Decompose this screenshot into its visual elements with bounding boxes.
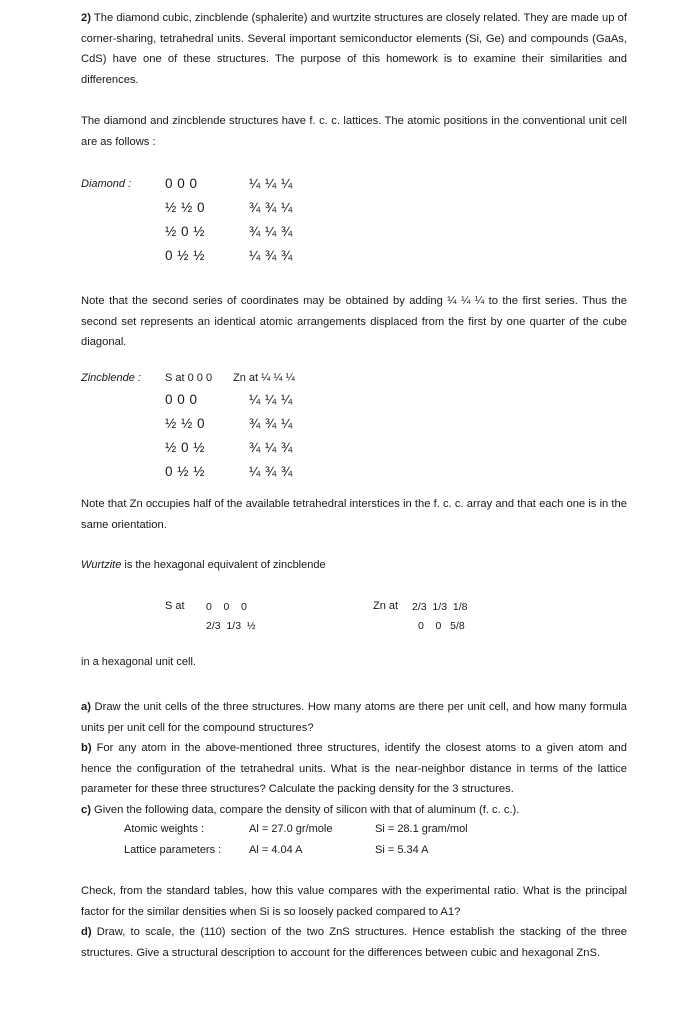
wurtzite-zn-label: Zn at [373, 600, 399, 612]
diamond-col1-row2: ½ ½ 0 [165, 200, 206, 215]
data-row-al: Al = 27.0 gr/mole [249, 823, 333, 835]
data-row-al: Al = 4.04 A [249, 844, 303, 856]
zincblende-note-paragraph: Note that Zn occupies half of the available tetrahedral interstices in the f. c. c. array and that each one is in the same orientation. [81, 498, 627, 531]
question-c-text: Given the following data, compare the density of silicon with that of aluminum (f. c. c.). [90, 803, 520, 816]
wurtzite-zn-row1: 2/3 1/3 1/8 [412, 601, 468, 613]
wurtzite-s-label: S at [165, 600, 185, 612]
wurtzite-intro-text: is the hexagonal equivalent of zincblende [121, 559, 326, 571]
zincblende-s-heading: S at 0 0 0 [165, 372, 213, 384]
zincblende-col2-row1: ¼ ¼ ¼ [249, 392, 293, 407]
question-a-text: Draw the unit cells of the three structures. How many atoms are there per unit cell, and how many formula units per unit cell for the compound structures? [81, 701, 627, 734]
diamond-col2-row4: ¼ ¾ ¾ [249, 248, 293, 263]
question-d-text: Draw, to scale, the (110) section of the two ZnS structures. Hence establish the stacking of the three structures. Give a structural description to account for the differences between cubic and hexagonal ZnS. [81, 926, 627, 959]
wurtzite-s-row1: 0 0 0 [206, 601, 247, 613]
zincblende-col1-row1: 0 0 0 [165, 392, 198, 407]
wurtzite-zn-row2: 0 0 5/8 [418, 620, 465, 632]
question-b-text: For any atom in the above-mentioned three structures, identify the closest atoms to a given atom and hence the configuration of the tetrahedral units. What is the near-neighbor distance in terms of the lattice parameter for these three structures? Calculate the packing density for the 3 structures. [81, 742, 627, 796]
questions-block [81, 697, 627, 821]
intro-paragraph [81, 8, 627, 90]
fcc-intro-paragraph: The diamond and zincblende structures have f. c. c. lattices. The atomic positions in the conventional unit cell are as follows : [81, 115, 627, 148]
zincblende-col2-row2: ¾ ¾ ¼ [249, 416, 293, 431]
final-block [81, 881, 627, 963]
zincblende-col1-row2: ½ ½ 0 [165, 416, 206, 431]
diamond-col2-row2: ¾ ¾ ¼ [249, 200, 293, 215]
question-c [81, 800, 627, 821]
question-b [81, 738, 627, 800]
zincblende-col1-row4: 0 ½ ½ [165, 464, 206, 479]
diamond-col1-row4: 0 ½ ½ [165, 248, 206, 263]
question-d-label: d) [81, 926, 92, 939]
data-row-label: Atomic weights : [124, 823, 205, 835]
diamond-col2-row3: ¾ ¼ ¾ [249, 224, 293, 239]
question-a-label: a) [81, 701, 91, 713]
zincblende-col2-row3: ¾ ¼ ¾ [249, 440, 293, 455]
zincblende-col2-row4: ¼ ¾ ¾ [249, 464, 293, 479]
intro-text: The diamond cubic, zincblende (sphalerite) and wurtzite structures are closely related. They are made up of corner-sharing, tetrahedral units. Several important semiconductor elements (Si, Ge) and compounds (GaAs, CdS) have one of these structures. The purpose of this homework is to examine their similarities and differences. [81, 12, 627, 86]
question-a [81, 697, 627, 738]
data-row-si: Si = 5.34 A [375, 844, 429, 856]
question-b-label: b) [81, 742, 92, 755]
zincblende-label: Zincblende : [81, 372, 141, 384]
wurtzite-label: Wurtzite [81, 559, 122, 571]
question-c-label: c) [81, 803, 91, 816]
check-paragraph: Check, from the standard tables, how this value compares with the experimental ratio. What is the principal factor for the similar densities when Si is so loosely packed compared to A1? [81, 885, 627, 918]
wurtzite-intro [81, 559, 326, 571]
problem-number: 2) [81, 12, 91, 24]
diamond-label: Diamond : [81, 178, 132, 190]
diamond-col1-row3: ½ 0 ½ [165, 224, 206, 239]
data-row-si: Si = 28.1 gram/mol [375, 823, 468, 835]
zincblende-zn-heading: Zn at ¼ ¼ ¼ [233, 372, 295, 384]
diamond-col1-row1: 0 0 0 [165, 176, 198, 191]
diamond-note-paragraph: Note that the second series of coordinates may be obtained by adding ¼ ¼ ¼ to the first series. Thus the second set represents an identical atomic arrangements displaced from the first by one quarter of the cube diagonal. [81, 295, 627, 349]
hexagonal-cell-note: in a hexagonal unit cell. [81, 656, 196, 668]
diamond-col2-row1: ¼ ¼ ¼ [249, 176, 293, 191]
data-row-label: Lattice parameters : [124, 844, 222, 856]
wurtzite-s-row2: 2/3 1/3 ½ [206, 620, 256, 632]
zincblende-col1-row3: ½ 0 ½ [165, 440, 206, 455]
question-d [81, 922, 627, 963]
